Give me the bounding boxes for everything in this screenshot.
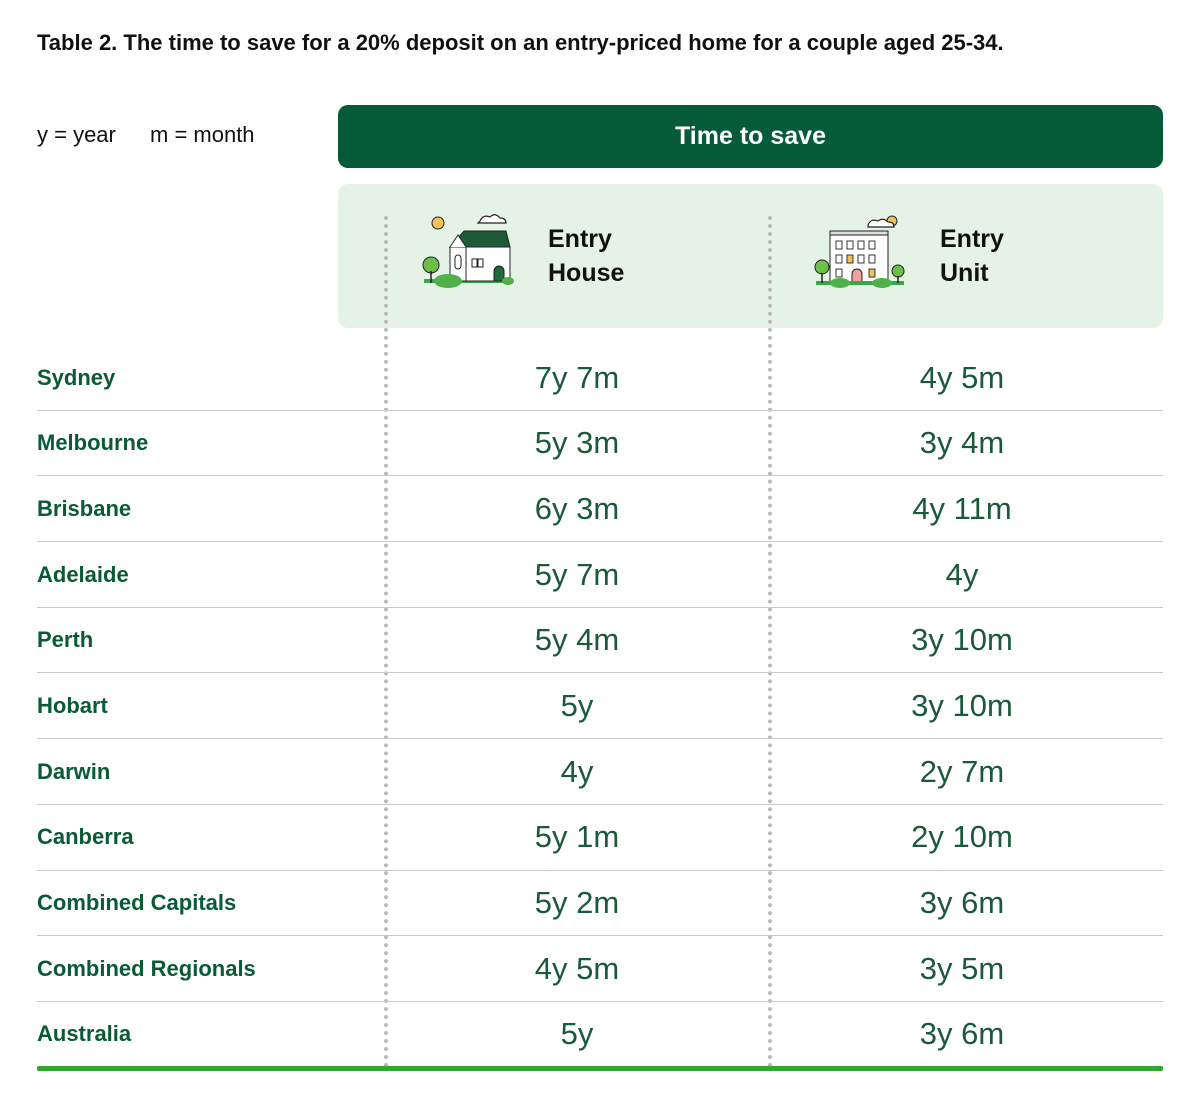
table-row — [37, 871, 1163, 937]
entry-unit-value: 3y 10m — [911, 687, 1013, 723]
row-label: Sydney — [37, 364, 116, 390]
row-label: Hobart — [37, 692, 108, 718]
entry-unit-value: 2y 10m — [911, 819, 1013, 855]
column-header-entry-unit — [810, 184, 1004, 328]
row-label: Australia — [37, 1021, 132, 1047]
entry-unit-line2: Unit — [940, 259, 989, 287]
table-title: Table 2. The time to save for a 20% deposit on an entry-priced home for a couple aged 25-34. — [37, 30, 1004, 55]
apartment-building-illustration-icon — [810, 211, 910, 301]
entry-unit-value: 4y 11m — [912, 490, 1012, 526]
row-label: Combined Capitals — [37, 890, 237, 915]
table-row — [37, 739, 1163, 805]
entry-house-value: 4y 5m — [534, 950, 620, 986]
entry-house-value: 7y 7m — [534, 359, 620, 395]
legend-month: m = month — [150, 122, 255, 147]
table-row — [37, 805, 1163, 871]
entry-unit-value: 3y 4m — [919, 425, 1005, 461]
banner-label: Time to save — [674, 122, 826, 150]
entry-house-value: 4y — [560, 753, 594, 789]
entry-house-value: 5y 2m — [534, 885, 620, 920]
table-row — [37, 542, 1163, 608]
entry-house-value: 5y 4m — [534, 622, 620, 658]
entry-unit-line1: Entry — [940, 225, 1004, 253]
table-row — [37, 673, 1163, 739]
house-illustration-icon — [418, 211, 518, 301]
time-to-save-banner — [338, 105, 1163, 168]
table-row — [37, 411, 1163, 477]
entry-house-value: 5y 7m — [534, 556, 620, 592]
entry-unit-value: 3y 10m — [911, 622, 1013, 658]
legend-year: y = year — [37, 122, 116, 147]
entry-unit-value: 3y 6m — [919, 885, 1005, 920]
entry-house-line2: House — [548, 259, 625, 287]
table-row — [37, 936, 1163, 1002]
row-label: Combined Regionals — [37, 955, 256, 981]
table-row — [37, 1002, 1163, 1068]
row-label: Darwin — [37, 758, 111, 784]
row-label: Brisbane — [37, 495, 132, 521]
row-label: Perth — [37, 627, 94, 653]
entry-house-value: 5y — [560, 1016, 594, 1052]
table-bottom-rule — [37, 1066, 1163, 1071]
entry-house-value: 5y 1m — [534, 819, 620, 855]
table-body — [37, 345, 1163, 1068]
row-label: Melbourne — [37, 430, 149, 456]
entry-house-value: 5y 3m — [534, 425, 620, 461]
entry-unit-value: 3y 6m — [919, 1016, 1005, 1052]
row-label: Canberra — [37, 824, 134, 850]
table-row — [37, 608, 1163, 674]
entry-house-value: 5y — [560, 687, 594, 723]
legend — [37, 122, 255, 148]
entry-unit-value: 2y 7m — [919, 753, 1005, 789]
column-header-entry-house — [418, 184, 624, 328]
table-row — [37, 345, 1163, 411]
entry-unit-value: 4y 5m — [919, 359, 1005, 395]
entry-unit-value: 3y 5m — [919, 950, 1005, 986]
entry-house-value: 6y 3m — [534, 490, 620, 526]
entry-unit-value: 4y — [945, 556, 979, 592]
row-label: Adelaide — [37, 561, 129, 587]
table-row — [37, 476, 1163, 542]
entry-house-line1: Entry — [548, 225, 612, 253]
